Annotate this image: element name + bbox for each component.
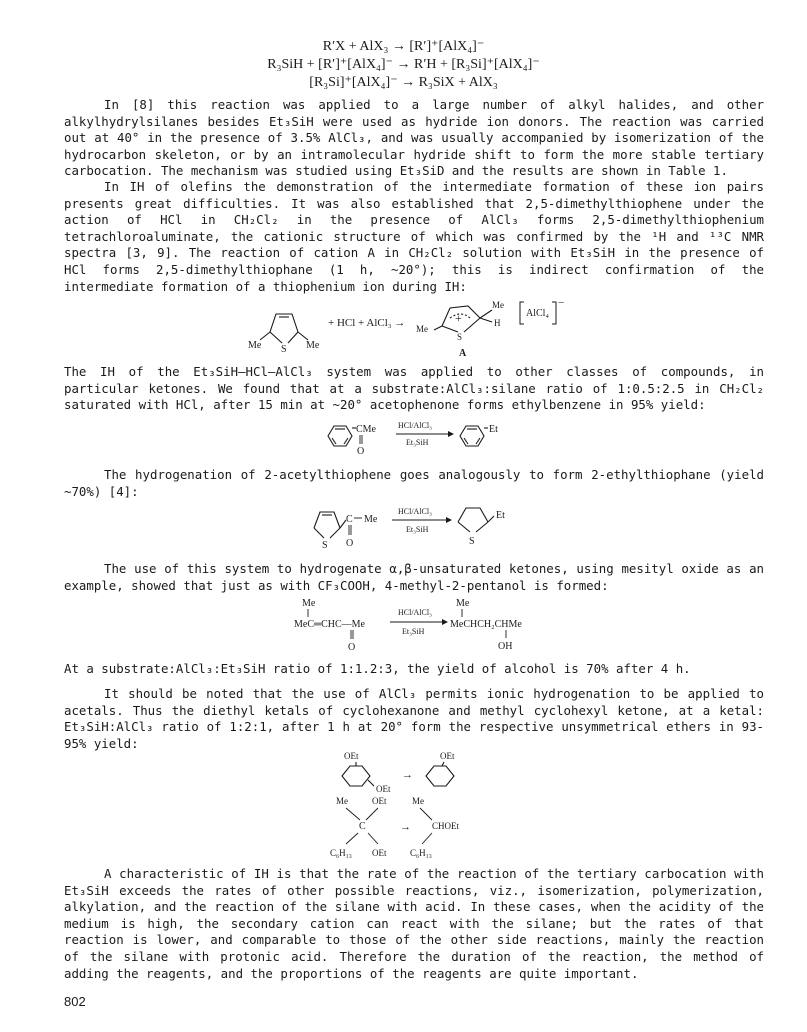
benzene-ring-right: [460, 426, 488, 446]
cyclohexyl-left: C₆H₁₃: [330, 848, 352, 858]
arrow-ketal-2: →: [400, 821, 411, 833]
cyclohexane-ring-right: [426, 762, 454, 786]
carbonyl-carbon: C: [346, 514, 353, 525]
reagent-below: Et₃SiH: [402, 627, 425, 636]
sulfur-ring-left: S: [322, 540, 328, 551]
methyl-ether-right: Me: [412, 796, 424, 806]
reagent-above: HCl/AlCl₃: [398, 507, 432, 516]
dimethylthiophene-structure: [260, 314, 308, 343]
methyl-a-top-label: Me: [492, 300, 504, 310]
oet-ketal-bottom: OEt: [372, 848, 387, 858]
cation-a-label: A: [459, 348, 467, 359]
scheme-acetylthiophene: [302, 502, 532, 558]
choet-label: CHOEt: [432, 821, 459, 831]
benzene-ring-left: [328, 426, 356, 446]
scheme-ketals: [316, 748, 496, 860]
paragraph-3: The IH of the Et₃SiH—HCl—AlCl₃ system was applied to other classes of compounds, in particular ketones. We found that at a substrate:AlCl₃:silane ratio of 1:0.5:2.5 in CH₂Cl₂ saturated with HCl, after 15 min at ~20° acetophenone forms ethylbenzene in 95% yield:: [64, 364, 764, 413]
page-number: 802: [64, 994, 86, 1009]
ketal-carbon: C: [359, 821, 366, 832]
reagent-below: Et₃SiH: [406, 525, 429, 534]
cyclohexane-ring-left: [342, 762, 374, 786]
oet-ketal-mid: OEt: [372, 796, 387, 806]
methyl-ketal-left: Me: [336, 796, 348, 806]
paragraph-2: In IH of olefins the demonstration of the intermediate formation of these ion pairs presents great difficulties. It was also established that 2,5-dimethylthiophene under the action of HCl in CH₂Cl₂ in the presence of AlCl₃ forms 2,5-dimethylthiophenium tetrachloroaluminate, the cationic structure of which was confirmed by the ¹H and ¹³C NMR spectra [3, 9]. The reaction of cation A in CH₂Cl₂ solution with Et₃SiH in the presence of HCl forms 2,5-dimethylthiophane (1 h, ~20°); this is indirect confirmation of the intermediate formation of a thiophenium ion during IH:: [64, 179, 764, 294]
oxygen-label: O: [346, 538, 354, 549]
scheme-thiophenium: [230, 288, 590, 360]
thiophenium-structure: [434, 306, 492, 332]
methyl-a-left-label: Me: [416, 324, 428, 334]
equation-2: R₃SiH + [R′]⁺[AlX₄]⁻ → R′H + [R₃Si]⁺[AlX₄]⁻: [267, 57, 540, 72]
paragraph-4: The hydrogenation of 2-acetylthiophene goes analogously to form 2-ethylthiophane (yield ~70%) [4]:: [64, 467, 764, 499]
reagent-above: HCl/AlCl₃: [398, 608, 432, 617]
methyl-top-right: Me: [456, 598, 470, 609]
oet-ring-substituent: OEt: [376, 784, 391, 794]
paragraph-7: It should be noted that the use of AlCl₃ permits ionic hydrogenation to be applied to acetals. Thus the diethyl ketals of cyclohexanone and methyl cyclohexyl ketone, at a ketal: Et₃SiH:AlCl₃ ratio of 1:2:1, after 1 h at 20° form the respective unsymmetrical ethers in 93-95% yield:: [64, 686, 764, 751]
scheme-acetophenone: [318, 414, 538, 460]
methyl-top-left: Me: [302, 598, 316, 609]
oet-top-left: OEt: [344, 751, 359, 761]
reagent-below: Et₃SiH: [406, 438, 429, 447]
paragraph-5: The use of this system to hydrogenate α,β-unsaturated ketones, using mesityl oxide as an example, showed that just as with CF₃COOH, 4-methyl-2-pentanol is formed:: [64, 561, 764, 593]
pentanol-chain: MeCHCH₂CHMe: [450, 619, 522, 630]
reagent-above: HCl/AlCl₃: [398, 421, 432, 430]
paragraph-1: In [8] this reaction was applied to a large number of alkyl halides, and other alkylhydrylsilanes besides Et₃SiH were used as hydride ion donors. The reaction was carried out at 40° in the presence of 3.5% AlCl₃, and was usually accompanied by isomerization of the hydrocarbon skeleton, or by an intramolecular hydride shift to form the more stable tertiary carbocation. The mechanism was studied using Et₃SiD and the results are shown in Table 1.: [64, 97, 764, 179]
sulfur-a-label: S: [457, 332, 463, 342]
equation-3: [R₃Si]⁺[AlX₄]⁻ → R₃SiX + AlX₃: [309, 75, 498, 90]
thiophene-ring: [314, 512, 346, 538]
methyl-label: Me: [364, 514, 378, 525]
hydroxyl-label: OH: [498, 641, 513, 652]
anion-charge: −: [558, 297, 565, 309]
methyl-left-label: Me: [248, 340, 262, 351]
oxygen-label: O: [348, 642, 356, 653]
sulfur-left-label: S: [281, 344, 287, 355]
sulfur-ring-right: S: [469, 536, 475, 547]
cme-label: CMe: [356, 424, 376, 435]
methyl-right-label: Me: [306, 340, 320, 351]
mesityl-oxide-chain: MeC═CHC—Me: [294, 619, 365, 630]
ethyl-label: Et: [496, 510, 505, 521]
equation-1: R′X + AlX₃ → [R′]⁺[AlX₄]⁻: [322, 39, 485, 54]
paragraph-8: A characteristic of IH is that the rate of the reaction of the tertiary carbocation with Et₃SiH exceeds the rates of other possible reactions, viz., isomerization, polymerization, alkylation, and the reaction of the silane with acid. In these cases, when the acidity of the medium is high, the secondary cation can react with the silane; but the rates of that reaction is lower, and comparable to those of the other side reactions, mainly the reaction of the silane with protonic acid. Therefore the duration of the reaction, the method of adding the reagents, and the proportions of the reagents are quite important.: [64, 866, 764, 981]
oxygen-label: O: [357, 446, 365, 457]
ethyl-label: Et: [489, 424, 498, 435]
arrow-ketal-1: →: [402, 769, 413, 781]
reagents-label: + HCl + AlCl₃ →: [328, 317, 406, 329]
paragraph-6: At a substrate:AlCl₃:Et₃SiH ratio of 1:1.2:3, the yield of alcohol is 70% after 4 h.: [64, 661, 691, 676]
cyclohexyl-right: C₆H₁₃: [410, 848, 432, 858]
plus-charge: +: [455, 311, 462, 325]
oet-top-right: OEt: [440, 751, 455, 761]
anion-label: AlCl₄: [526, 308, 549, 319]
hydrogen-a-label: H: [494, 318, 501, 328]
thiophane-ring: [458, 508, 494, 532]
scheme-mesityl-oxide: [290, 595, 550, 657]
